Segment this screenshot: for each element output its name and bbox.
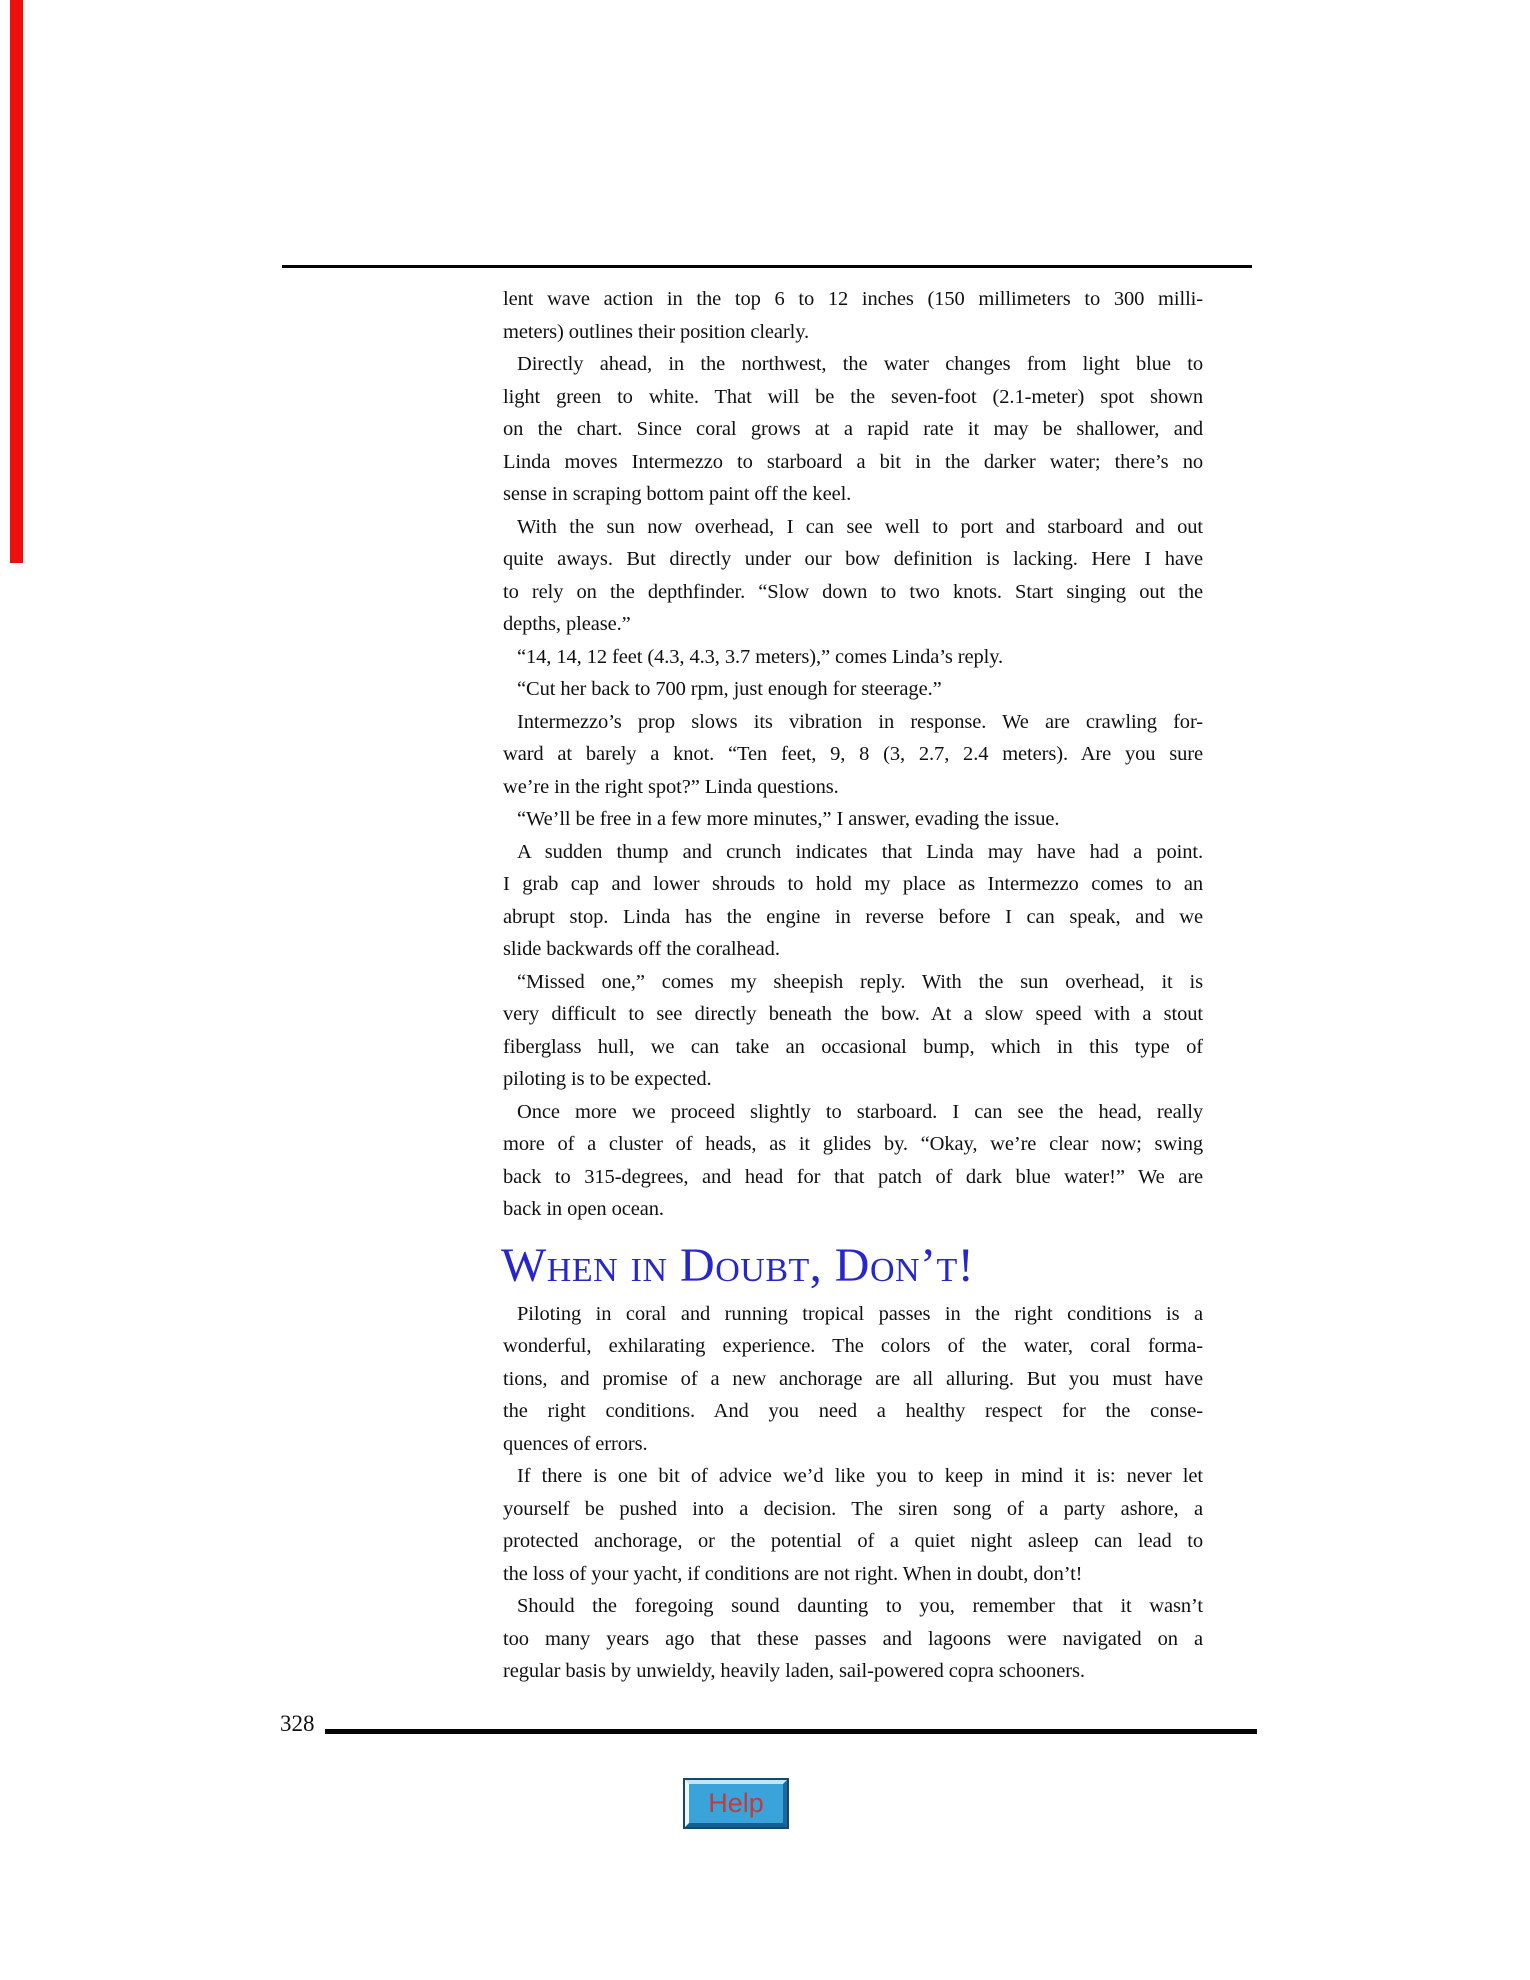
body-line: light green to white. That will be the seven-foot (2.1-meter) spot shown [503, 385, 1203, 408]
body-line: A sudden thump and crunch indicates that Linda may have had a point. [517, 840, 1203, 863]
body-line: Should the foregoing sound daunting to you, remember that it wasn’t [517, 1595, 1203, 1617]
body-line: “We’ll be free in a few more minutes,” I answer, evading the issue. [517, 808, 1060, 830]
page-number: 328 [280, 1711, 315, 1736]
body-line: “14, 14, 12 feet (4.3, 4.3, 3.7 meters),” comes Linda’s reply. [517, 645, 1004, 668]
body-line: yourself be pushed into a decision. The siren song of a party ashore, a [503, 1497, 1203, 1520]
body-line: Once more we proceed slightly to starboard. I can see the head, really [517, 1100, 1203, 1123]
body-line: meters) outlines their position clearly. [503, 320, 810, 343]
body-line: more of a cluster of heads, as it glides by. “Okay, we’re clear now; swing [503, 1133, 1203, 1155]
body-line: back in open ocean. [503, 1198, 664, 1220]
help-button-label: Help [708, 1788, 764, 1818]
body-line: With the sun now overhead, I can see well to port and starboard and out [517, 515, 1203, 538]
body-line: “Missed one,” comes my sheepish reply. With the sun overhead, it is [517, 970, 1203, 993]
body-line: depths, please.” [503, 613, 631, 635]
body-text-column [503, 283, 1203, 1688]
body-line: abrupt stop. Linda has the engine in reverse before I can speak, and we [503, 905, 1203, 928]
top-rule [282, 265, 1252, 268]
body-line: to rely on the depthfinder. “Slow down to two knots. Start singing out the [503, 580, 1203, 603]
body-line: the loss of your yacht, if conditions are not right. When in doubt, don’t! [503, 1562, 1083, 1585]
body-line: I grab cap and lower shrouds to hold my place as Intermezzo comes to an [503, 873, 1203, 895]
body-line: sense in scraping bottom paint off the keel. [503, 483, 852, 505]
body-line: on the chart. Since coral grows at a rapid rate it may be shallower, and [503, 418, 1203, 440]
body-line: too many years ago that these passes and lagoons were navigated on a [503, 1627, 1203, 1650]
help-button[interactable] [685, 1780, 787, 1827]
body-line: regular basis by unwieldy, heavily laden, sail-powered copra schooners. [503, 1660, 1085, 1682]
red-margin-marker [10, 0, 23, 563]
body-line: If there is one bit of advice we’d like you to keep in mind it is: never let [517, 1465, 1203, 1487]
body-line: we’re in the right spot?” Linda questions. [503, 775, 839, 798]
body-line: wonderful, exhilarating experience. The colors of the water, coral forma- [503, 1335, 1203, 1357]
section-heading: When in Doubt, Don’t! [501, 1238, 975, 1292]
body-line: ward at barely a knot. “Ten feet, 9, 8 (3, 2.7, 2.4 meters). Are you sure [503, 743, 1203, 765]
body-line: Intermezzo’s prop slows its vibration in response. We are crawling for- [517, 710, 1203, 733]
body-line: Linda moves Intermezzo to starboard a bit in the darker water; there’s no [503, 450, 1203, 473]
body-line: lent wave action in the top 6 to 12 inches (150 millimeters to 300 milli- [503, 288, 1203, 310]
body-line: protected anchorage, or the potential of a quiet night asleep can lead to [503, 1530, 1203, 1552]
body-line: Directly ahead, in the northwest, the water changes from light blue to [517, 353, 1203, 375]
body-line: quite aways. But directly under our bow definition is lacking. Here I have [503, 548, 1203, 570]
body-line: piloting is to be expected. [503, 1068, 712, 1090]
body-line: back to 315-degrees, and head for that patch of dark blue water!” We are [503, 1165, 1203, 1188]
body-line: quences of errors. [503, 1432, 648, 1455]
body-line: tions, and promise of a new anchorage are all alluring. But you must have [503, 1367, 1203, 1390]
footer-rule [325, 1729, 1257, 1734]
body-line: slide backwards off the coralhead. [503, 938, 780, 960]
body-line: the right conditions. And you need a healthy respect for the conse- [503, 1400, 1203, 1422]
body-line: very difficult to see directly beneath the bow. At a slow speed with a stout [503, 1003, 1203, 1025]
body-line: Piloting in coral and running tropical passes in the right conditions is a [517, 1302, 1203, 1325]
body-line: “Cut her back to 700 rpm, just enough for steerage.” [517, 678, 942, 700]
body-line: fiberglass hull, we can take an occasional bump, which in this type of [503, 1035, 1203, 1058]
